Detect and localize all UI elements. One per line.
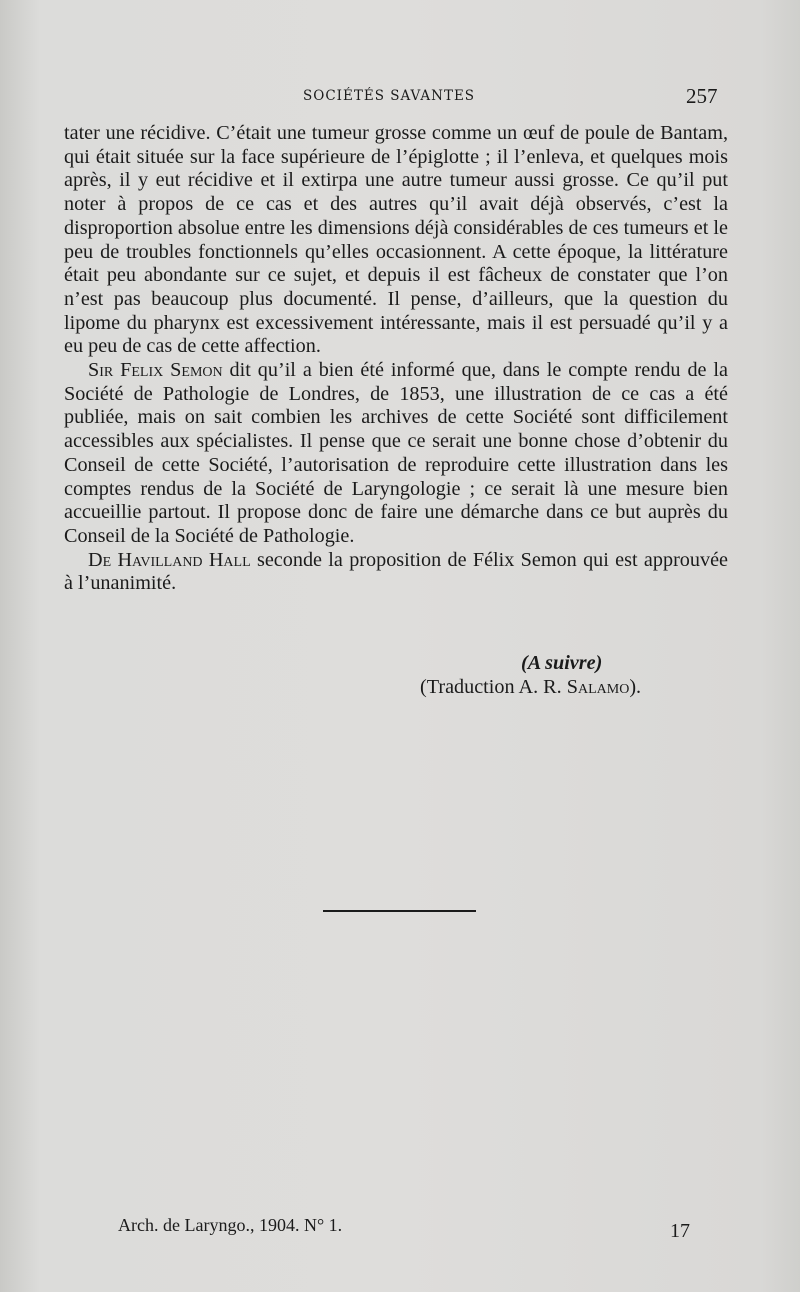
translation-suffix: ).	[629, 676, 642, 698]
speaker-name-hall: De Havilland Hall	[88, 548, 251, 571]
paragraph-2	[64, 359, 728, 549]
paragraph-1: tater une récidive. C’était une tumeur grosse comme un œuf de poule de Bantam, qui était située sur la face supérieure de l’épiglotte ; il l’enleva, et quelques mois après, il y eut récidive et il extirpa une autre tumeur aussi grosse. Ce qu’il put noter à propos de ce cas et des autres qu’il avait déjà observés, c’est la disproportion absolue entre les dimensions déjà considérables de ces tumeurs et le peu de troubles fonctionnels qu’elles occasionnent. A cette époque, la littérature était peu abondante sur ce sujet, et depuis il est fâcheux de constater que l’on n’est pas beaucoup plus documenté. Il pense, d’ailleurs, que la question du lipome du pharynx est excessivement intéressante, mais il est persuadé qu’il y a eu peu de cas de cette affection.	[64, 122, 728, 358]
to-follow-note: (A suivre)	[521, 652, 603, 674]
journal-footer: Arch. de Laryngo., 1904. N° 1.	[118, 1215, 343, 1235]
sheet-number: 17	[670, 1220, 690, 1242]
speaker-name-semon: Sir Felix Semon	[88, 359, 223, 382]
page-number: 257	[686, 84, 718, 108]
section-divider	[323, 910, 476, 912]
body-text	[64, 122, 728, 596]
running-head	[0, 84, 800, 110]
translation-prefix: (Traduction A. R.	[420, 676, 567, 698]
paragraph-2-text: dit qu’il a bien été informé que, dans le compte rendu de la Société de Pathologie de Londres, de 1853, une illustration de ce cas a été publiée, mais on sait combien les archives de cette Société sont difficilement accessibles aux spécialistes. Il pense que ce serait une bonne chose d’obtenir du Conseil de cette Société, l’autorisation de reproduire cette illustration dans les comptes rendus de la Société de Laryngologie ; ce serait là une mesure bien accueillie partout. Il propose donc de faire une démarche dans ce but auprès du Conseil de la Société de Pathologie.	[64, 359, 728, 547]
translator-name: Salamo	[566, 676, 630, 698]
paragraph-3	[64, 549, 728, 596]
paragraph-3-text: seconde la proposition de Félix Semon qui est approuvée à l’unanimité.	[64, 548, 728, 595]
running-head-title: SOCIÉTÉS SAVANTES	[303, 88, 476, 104]
translation-credit	[420, 676, 641, 699]
